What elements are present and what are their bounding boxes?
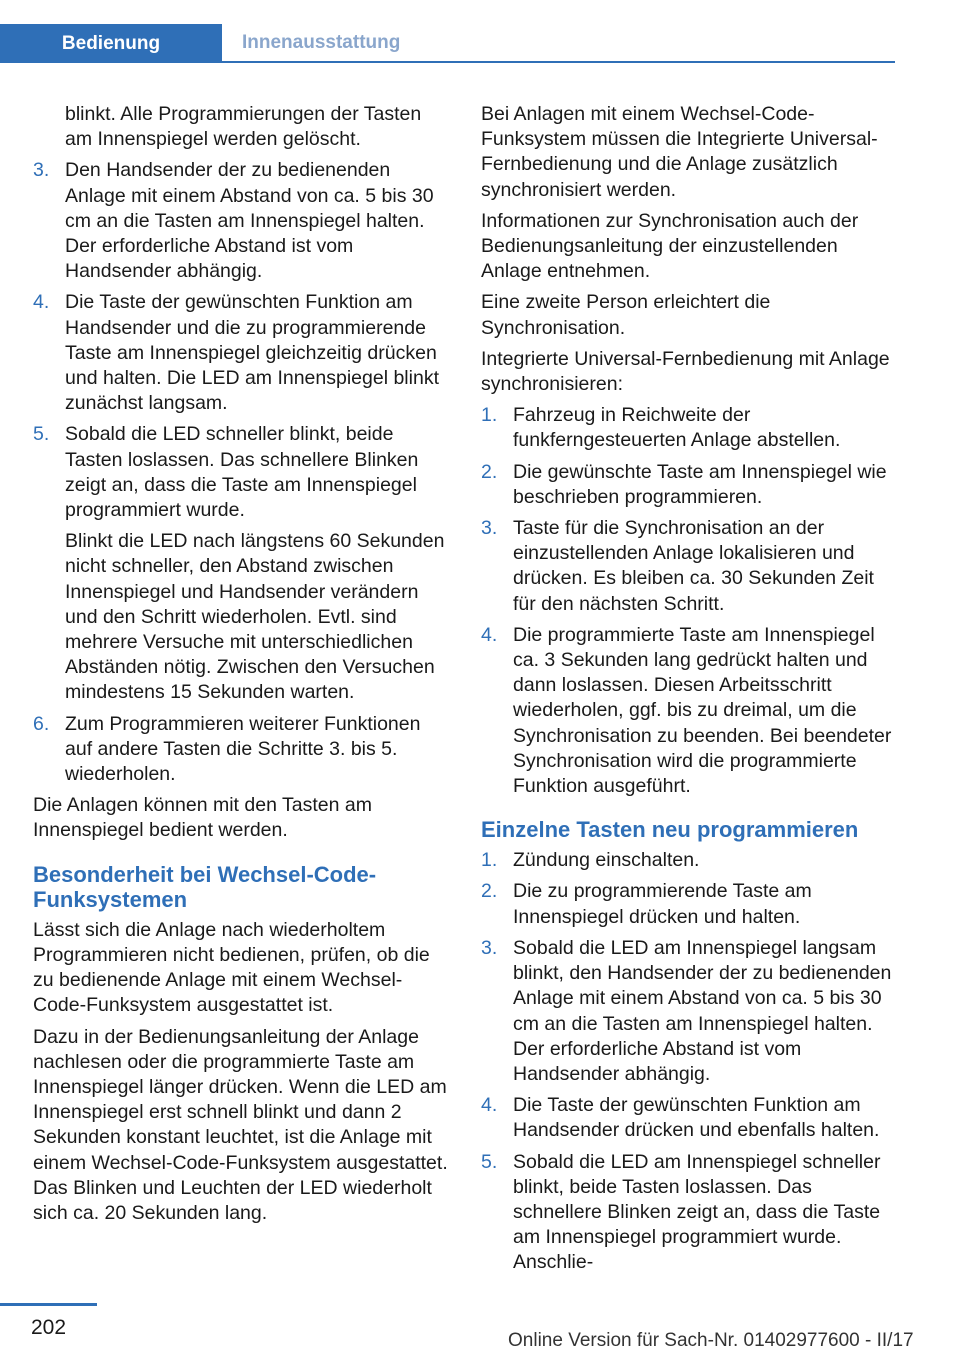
step-number: 2.: [481, 460, 498, 483]
tab-innenausstattung[interactable]: Innenausstattung: [242, 31, 401, 53]
step-text: Die zu programmierende Taste am Innenspiegel drücken und halten.: [513, 880, 812, 928]
paragraph: Lässt sich die Anlage nach wiederholtem Programmieren nicht bedienen, prüfen, ob die zu bedienende Anlage mit einem Wechsel-Code-Funksystem ausgestattet ist.: [33, 918, 430, 1017]
list-item: [481, 623, 897, 799]
list-item: [481, 936, 897, 1087]
paragraph: Bei Anlagen mit einem Wechsel-Code-Funksystem müssen die Integrierte Universal-Fernbedienung und die Anlage zusätzlich synchronisiert werden.: [481, 103, 878, 201]
step-text: Zündung einschalten.: [513, 849, 700, 872]
step-number: 4.: [481, 623, 498, 646]
step-number: 3.: [481, 517, 498, 540]
step-text: Fahrzeug in Reichweite der funkferngesteuerten Anlage abstellen.: [513, 404, 841, 452]
step-text: Die Taste der gewünschten Funktion am Handsender drücken und ebenfalls halten.: [513, 1094, 880, 1142]
step-number: 6.: [33, 712, 50, 735]
step-text: Taste für die Synchronisation an der einzustellenden Anlage lokalisieren und drücken. Es bleiben ca. 30 Sekunden Zeit für den nächsten Schritt.: [513, 517, 874, 615]
list-item: [481, 403, 897, 453]
step-number: 5.: [481, 1150, 498, 1173]
paragraph: Integrierte Universal-Fernbedienung mit Anlage synchronisieren:: [481, 347, 890, 396]
step-text: Die gewünschte Taste am Innenspiegel wie beschrieben programmieren.: [513, 460, 887, 508]
step-number: 1.: [481, 404, 498, 427]
tab-bedienung[interactable]: Bedienung: [0, 24, 222, 63]
right-column: [481, 102, 897, 1282]
step-body: [65, 422, 449, 705]
list-item: [481, 848, 897, 873]
step-number: 4.: [481, 1094, 498, 1117]
list-item: [33, 712, 449, 788]
section-heading: Besonderheit bei Wechsel-Code-Funksystemen: [33, 861, 377, 912]
online-version-text: Online Version für Sach-Nr. 01402977600 - II/17: [508, 1330, 914, 1351]
step-number: 3.: [481, 936, 498, 959]
step-text: Den Handsender der zu bedienenden Anlage mit einem Abstand von ca. 5 bis 30 cm an die Tasten am Innenspiegel halten. Der erforderliche Abstand ist vom Handsender abhängig.: [65, 159, 434, 283]
step-text: Die programmierte Taste am Innenspiegel ca. 3 Sekunden lang gedrückt halten und dann loslassen. Diesen Arbeitsschritt wiederholen, ggf. bis zu dreimal, um die Synchronisation zu beenden. Bei beendeter Synchronisation wird die programmierte Funktion ausgeführt.: [513, 623, 892, 798]
continuation-text: blinkt. Alle Programmierungen der Tasten am Innenspiegel werden gelöscht.: [65, 103, 422, 151]
header-rule: [0, 61, 895, 63]
list-item: [481, 516, 897, 617]
step-text: Zum Programmieren weiterer Funktionen auf andere Tasten die Schritte 3. bis 5. wiederholen.: [65, 712, 421, 786]
paragraph: Die Anlagen können mit den Tasten am Innenspiegel bedient werden.: [33, 794, 372, 842]
left-column: [33, 102, 449, 1232]
list-item: [33, 422, 449, 705]
step-number: 3.: [33, 159, 50, 182]
step-text: Sobald die LED am Innenspiegel langsam blinkt, den Handsender der zu bedienenden Anlage mit einem Abstand von ca. 5 bis 30 cm an die Tasten am Innenspiegel halten. Der erforderliche Abstand ist vom Handsender abhängig.: [513, 936, 892, 1085]
step-text: Die Taste der gewünschten Funktion am Handsender und die zu programmierende Taste am Innenspiegel gleichzeitig drücken und halten. Die LED am Innenspiegel blinkt zunächst langsam.: [65, 291, 439, 415]
step-number: 2.: [481, 880, 498, 903]
list-item: [481, 1150, 897, 1276]
step-number: 4.: [33, 291, 50, 314]
list-item: [481, 879, 897, 929]
step-subtext: Blinkt die LED nach längstens 60 Sekunden nicht schneller, den Abstand zwischen Innenspiegel und Handsender verändern und den Schritt wiederholen. Evtl. sind mehrere Versuche mit unterschiedlichen Abständen nötig. Zwischen den Versuchen mindestens 15 Sekunden warten.: [65, 530, 445, 704]
footer-rule: [0, 1303, 97, 1306]
paragraph: Informationen zur Synchronisation auch der Bedienungsanleitung der einzustellenden Anlage entnehmen.: [481, 209, 859, 283]
step-text: Sobald die LED am Innenspiegel schneller blinkt, beide Tasten loslassen. Das schnellere Blinken zeigt an, dass die Taste am Innenspiegel programmiert wurde. Anschlie-: [513, 1150, 881, 1274]
list-item: [481, 1093, 897, 1143]
paragraph: Eine zweite Person erleichtert die Synchronisation.: [481, 291, 771, 339]
step-text: Sobald die LED schneller blinkt, beide Tasten loslassen. Das schnellere Blinken zeigt an, dass die Taste am Innenspiegel programmiert wurde.: [65, 423, 419, 522]
list-item: [33, 290, 449, 416]
page-header: [0, 0, 960, 64]
page-number: 202: [30, 1316, 67, 1339]
list-item: [33, 158, 449, 284]
step-number: 1.: [481, 849, 498, 872]
list-item: [481, 460, 897, 510]
online-version-note: [508, 1330, 914, 1352]
section-heading: Einzelne Tasten neu programmieren: [481, 817, 859, 843]
paragraph: Dazu in der Bedienungsanleitung der Anlage nachlesen oder die programmierte Taste am Innenspiegel länger drücken. Wenn die LED am Innenspiegel erst schnell blinkt und dann 2 Sekunden konstant leuchtet, ist die Anlage mit einem Wechsel-Code-Funksystem ausgestattet. Das Blinken und Leuchten der LED wiederholt sich ca. 20 Sekunden lang.: [33, 1025, 448, 1224]
step-number: 5.: [33, 423, 50, 446]
